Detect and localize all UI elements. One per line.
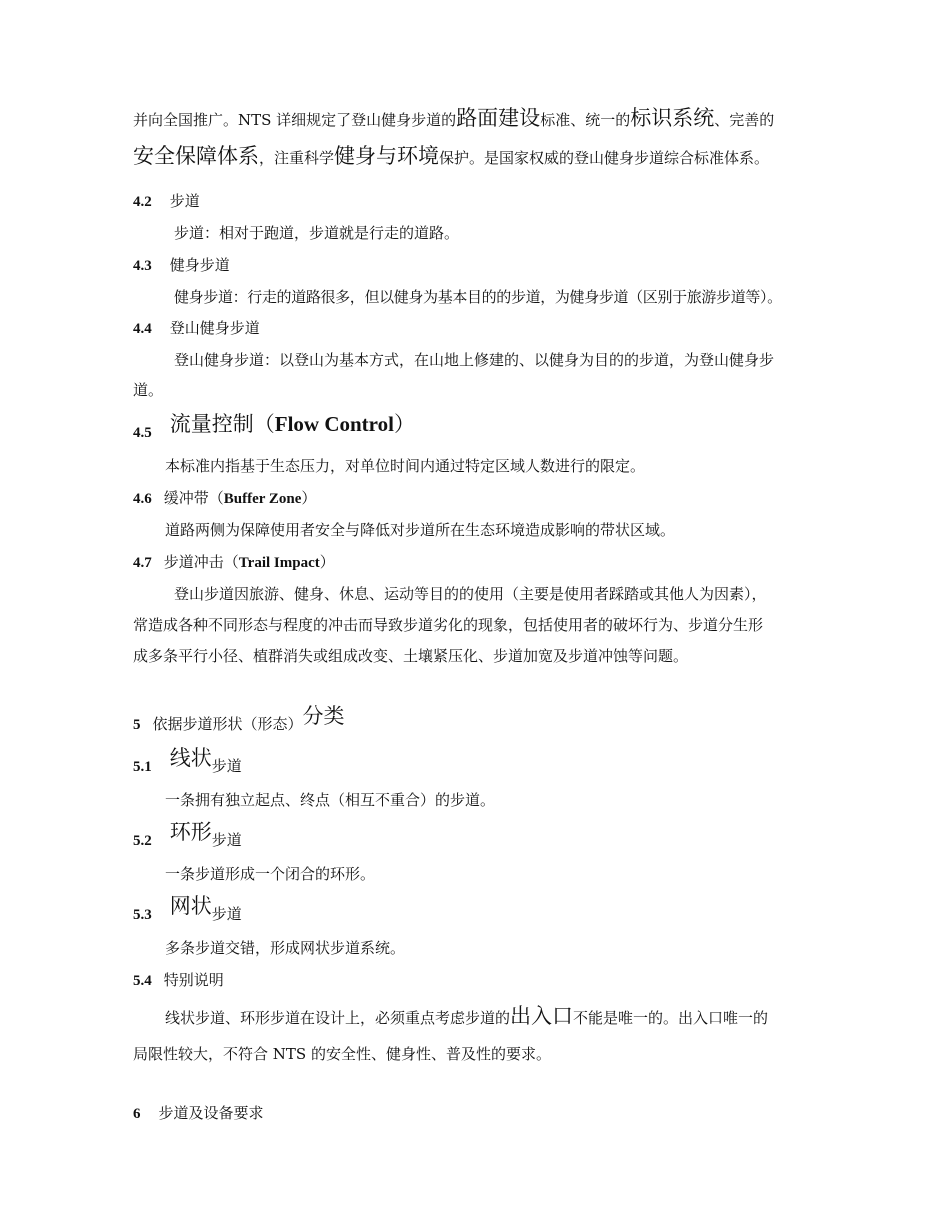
paragraph: 步道：相对于跑道，步道就是行走的道路。 xyxy=(174,224,460,242)
section-heading xyxy=(133,255,230,276)
section-title-en: Flow Control xyxy=(274,412,394,436)
paragraph: 登山步道因旅游、健身、休息、运动等目的的使用（主要是使用者踩踏或其他人为因素）， xyxy=(174,585,767,603)
section-title-end: ） xyxy=(301,489,317,507)
intro-text: ，注重科学 xyxy=(259,149,335,167)
emphasis-text: 路面建设 xyxy=(456,106,541,130)
chapter-number: 5 xyxy=(133,717,141,733)
paragraph-continuation: 道。 xyxy=(133,381,164,399)
section-title-small: 步道 xyxy=(211,831,242,849)
emphasis-text: 出入口 xyxy=(510,1004,574,1028)
section-heading xyxy=(133,892,242,923)
section-title: 登山健身步道 xyxy=(169,319,260,337)
chapter-title: 依据步道形状（形态） xyxy=(152,715,303,733)
section-number: 4.4 xyxy=(133,321,152,337)
section-heading xyxy=(133,191,200,212)
intro-line-1 xyxy=(133,108,774,130)
section-title-end: ） xyxy=(393,412,415,436)
section-title: 健身步道 xyxy=(169,256,230,274)
section-heading xyxy=(133,970,224,991)
section-title-small: 步道 xyxy=(211,757,242,775)
paragraph-text: 不能是唯一的。出入口唯一的 xyxy=(573,1009,769,1027)
section-heading xyxy=(133,318,260,339)
chapter-number: 6 xyxy=(133,1106,141,1122)
intro-text: 保护。是国家权威的登山健身步道综合标准体系。 xyxy=(439,149,770,167)
section-title: 缓冲带（ xyxy=(163,489,224,507)
section-number: 4.3 xyxy=(133,258,152,274)
paragraph: 登山健身步道：以登山为基本方式，在山地上修建的、以健身为目的的步道，为登山健身步 xyxy=(174,351,775,369)
paragraph-text: 线状步道、环形步道在设计上，必须重点考虑步道的 xyxy=(165,1009,511,1027)
intro-text: 并向全国推广。NTS 详细规定了登山健身步道的 xyxy=(133,111,457,129)
section-number: 4.6 xyxy=(133,491,152,507)
paragraph: 多条步道交错，形成网状步道系统。 xyxy=(165,939,406,957)
section-title: 线状 xyxy=(169,746,212,770)
intro-line-2 xyxy=(133,146,769,168)
section-number: 5.4 xyxy=(133,973,152,989)
intro-text: 标准、统一的 xyxy=(540,111,631,129)
section-number: 4.2 xyxy=(133,194,152,210)
section-title: 特别说明 xyxy=(163,971,224,989)
intro-text: 、完善的 xyxy=(714,111,775,129)
section-number: 5.1 xyxy=(133,759,152,775)
paragraph: 健身步道：行走的道路很多，但以健身为基本目的的步道，为健身步道（区别于旅游步道等）。 xyxy=(174,288,782,306)
section-heading xyxy=(133,818,242,849)
emphasis-text: 健身与环境 xyxy=(334,144,440,168)
chapter-title: 步道及设备要求 xyxy=(158,1104,264,1122)
section-number: 4.7 xyxy=(133,555,152,571)
paragraph-continuation: 局限性较大，不符合 NTS 的安全性、健身性、普及性的要求。 xyxy=(133,1045,551,1063)
emphasis-text: 标识系统 xyxy=(630,106,715,130)
paragraph: 本标准内指基于生态压力，对单位时间内通过特定区域人数进行的限定。 xyxy=(165,457,646,475)
emphasis-text: 安全保障体系 xyxy=(133,144,259,168)
section-title: 流量控制（ xyxy=(169,412,275,436)
chapter-title-large: 分类 xyxy=(302,704,345,728)
section-title-en: Buffer Zone xyxy=(223,491,302,507)
section-title: 步道冲击（ xyxy=(163,553,239,571)
section-title: 环形 xyxy=(169,820,212,844)
section-title-small: 步道 xyxy=(211,905,242,923)
chapter-heading xyxy=(133,1103,264,1124)
section-heading xyxy=(133,552,335,573)
section-number: 5.3 xyxy=(133,907,152,923)
paragraph-continuation: 成多条平行小径、植群消失或组成改变、土壤紧压化、步道加宽及步道冲蚀等问题。 xyxy=(133,647,689,665)
paragraph xyxy=(165,1006,768,1028)
paragraph: 一条拥有独立起点、终点（相互不重合）的步道。 xyxy=(165,791,496,809)
paragraph-continuation: 常造成各种不同形态与程度的冲击而导致步道劣化的现象，包括使用者的破坏行为、步道分生形 xyxy=(133,616,764,634)
section-heading xyxy=(133,744,242,775)
section-title: 步道 xyxy=(169,192,200,210)
section-title-en: Trail Impact xyxy=(238,555,320,571)
section-number: 4.5 xyxy=(133,425,152,441)
section-number: 5.2 xyxy=(133,833,152,849)
chapter-heading xyxy=(133,702,345,733)
section-title: 网状 xyxy=(169,894,212,918)
section-heading xyxy=(133,410,415,441)
paragraph: 一条步道形成一个闭合的环形。 xyxy=(165,865,376,883)
section-title-end: ） xyxy=(319,553,335,571)
section-heading xyxy=(133,488,316,509)
paragraph: 道路两侧为保障使用者安全与降低对步道所在生态环境造成影响的带状区域。 xyxy=(165,521,676,539)
